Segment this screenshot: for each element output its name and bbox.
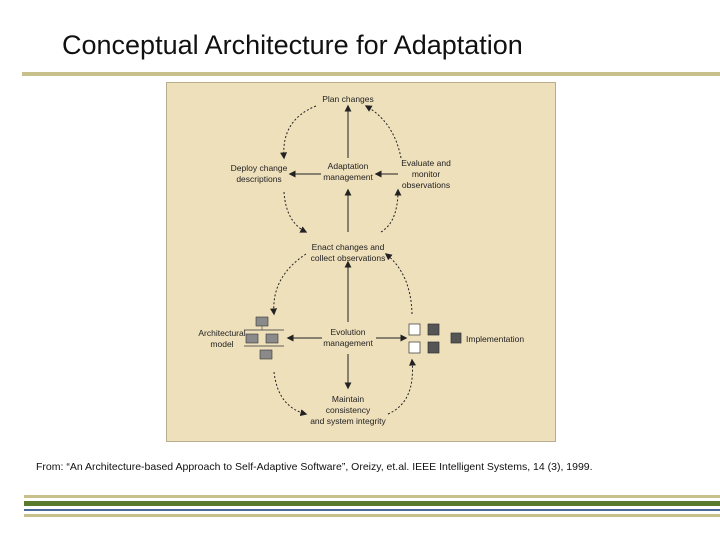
footer-rule-olive-lower bbox=[24, 514, 720, 517]
adaptation-diagram bbox=[166, 82, 556, 442]
evaluate-label-line1: Evaluate and bbox=[401, 158, 451, 168]
arc-arch-to-maintain bbox=[274, 372, 306, 414]
slide-title: Conceptual Architecture for Adaptation bbox=[62, 30, 523, 60]
arc-deploy-to-enact bbox=[284, 192, 306, 232]
plan-changes-label: Plan changes bbox=[322, 94, 374, 104]
figure-caption: From: “An Architecture-based Approach to Self-Adaptive Software”, Oreizy, et.al. IEEE Intelligent Systems, 14 (3), 1999. bbox=[36, 461, 593, 473]
arc-impl-to-enact bbox=[386, 254, 412, 314]
implementation-icon bbox=[409, 324, 461, 353]
evolution-label-line1: Evolution bbox=[330, 327, 366, 337]
implementation-label: Implementation bbox=[466, 334, 525, 344]
arch-model-label-line2: model bbox=[210, 339, 234, 349]
evaluate-label-line2: monitor bbox=[411, 169, 441, 179]
arch-model-label-line1: Architectural bbox=[198, 328, 246, 338]
maintain-label-line1: Maintain bbox=[331, 394, 365, 404]
arc-evaluate-to-plan bbox=[366, 106, 401, 158]
footer-rule-blue bbox=[24, 509, 720, 511]
footer-rule-olive bbox=[24, 495, 720, 498]
arc-plan-to-deploy bbox=[284, 106, 316, 158]
footer-rule-green bbox=[24, 501, 720, 506]
maintain-label-line2: consistency bbox=[325, 405, 371, 415]
evolution-label-line2: management bbox=[323, 338, 373, 348]
evaluate-label-line3: observations bbox=[401, 180, 451, 190]
adaptation-label-line2: management bbox=[323, 172, 373, 182]
arc-maintain-to-impl bbox=[388, 360, 413, 414]
maintain-label-line3: and system integrity bbox=[310, 416, 386, 426]
arc-enact-to-arch bbox=[274, 254, 306, 314]
arc-enact-to-evaluate bbox=[381, 190, 398, 232]
adaptation-label-line1: Adaptation bbox=[327, 161, 369, 171]
deploy-label-line1: Deploy change bbox=[230, 163, 288, 173]
deploy-label-line2: descriptions bbox=[236, 174, 282, 184]
enact-label-line1: Enact changes and bbox=[311, 242, 385, 252]
title-divider bbox=[22, 72, 720, 76]
enact-label-line2: collect observations bbox=[310, 253, 386, 263]
architecture-model-icon bbox=[244, 317, 284, 359]
